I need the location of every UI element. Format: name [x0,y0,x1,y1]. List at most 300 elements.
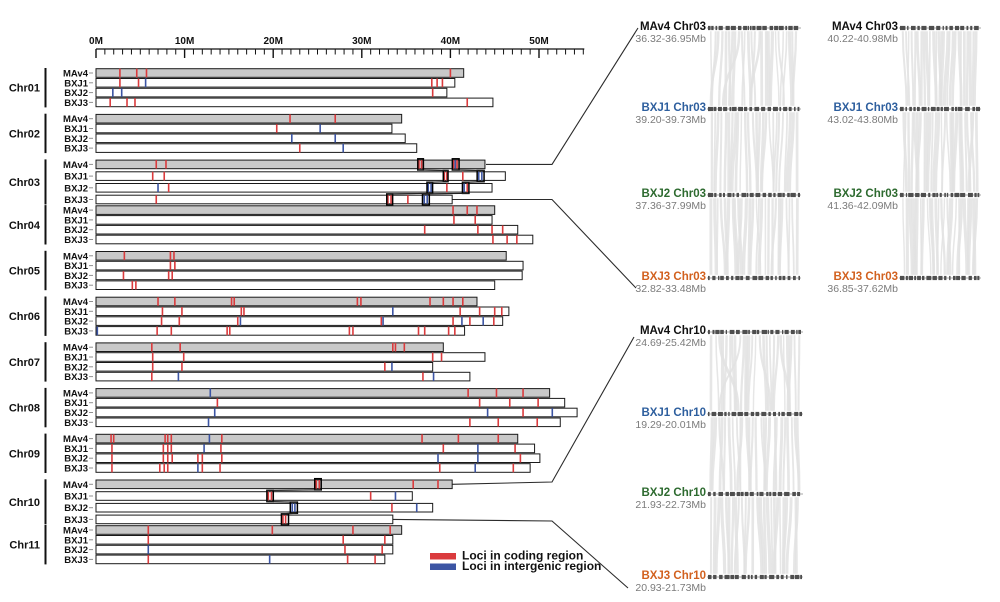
locus-coding [197,454,199,463]
locus-coding [424,327,426,336]
chromosome-bar [96,327,465,336]
gene-track-segment [976,107,980,111]
chr-label: Chr01 [8,82,40,95]
gene-track-segment [759,492,763,496]
synteny-ribbon [967,31,968,106]
genome-label: BXJ3 [64,554,88,566]
panel-row-name: BXJ3 Chr10 [641,570,706,582]
panel-row-range: 43.02-43.80Mb [827,114,898,126]
gene-track-segment [928,193,930,197]
locus-coding [183,353,185,362]
genome-label: BXJ3 [64,195,88,206]
chr-label: Chr07 [8,356,40,369]
locus-coding [171,444,173,453]
chromosome-bar [96,281,495,290]
panel-row-name: MAv4 Chr03 [831,21,898,33]
legend-swatch-intergenic [430,564,456,571]
locus-intergenic [291,134,293,143]
gene-track-segment [770,330,773,334]
gene-track-segment [782,330,783,334]
locus-coding [243,307,245,316]
locus-coding [522,408,524,417]
panel-row-range: 32.82-33.48Mb [635,283,706,295]
locus-coding [146,69,148,78]
genome-label: BXJ1 [64,352,88,364]
locus-coding [217,398,219,407]
gene-track-segment [712,412,717,416]
gene-track-segment [944,193,946,197]
locus-coding [477,225,479,234]
locus-coding [342,536,344,545]
gene-track-segment [757,26,762,30]
locus-intergenic [121,88,123,97]
legend-label: Loci in intergenic region [462,559,602,573]
gene-track-segment [745,492,749,496]
locus-coding [466,184,468,193]
locus-coding [163,454,165,463]
chain-line [289,513,298,514]
locus-coding [272,526,274,535]
locus-coding [170,252,172,261]
locus-intergenic [147,545,149,554]
ruler-label: 50M [529,36,549,47]
locus-coding [282,515,284,524]
locus-coding [119,79,121,88]
locus-coding [392,343,394,352]
gene-track-segment [909,107,912,111]
locus-intergenic [478,172,480,181]
locus-intergenic [437,454,439,463]
gene-track-segment [730,492,735,496]
locus-coding [452,206,454,215]
locus-coding [352,526,354,535]
gene-track-segment [768,330,769,334]
gene-track-segment [968,193,973,197]
locus-coding [432,353,434,362]
gene-track-segment [736,330,740,334]
genome-label: MAv4 [63,342,88,354]
locus-coding [418,327,420,336]
genome-label: BXJ1 [64,171,88,183]
gene-track-segment [742,575,746,579]
locus-coding [453,216,455,225]
locus-coding [289,114,291,123]
genome-label: BXJ1 [64,124,88,135]
locus-coding [155,160,157,169]
gene-track-segment [708,107,713,111]
locus-coding [161,317,163,326]
locus-intergenic [240,317,242,326]
chain-line [423,170,448,171]
chromosome-bar [96,545,393,554]
gene-track-segment [718,276,719,280]
gene-track-segment [917,107,920,111]
locus-intergenic [157,184,159,193]
gene-track-segment [748,26,750,30]
synteny-ribbon [780,497,781,574]
chromosome-bar [96,317,503,326]
locus-coding [390,195,392,204]
locus-coding [111,464,113,473]
gene-track-segment [773,412,776,416]
gene-track-segment [732,107,737,111]
locus-coding [443,297,445,306]
locus-intergenic [395,492,397,501]
gene-track-segment [929,26,934,30]
gene-track-segment [747,193,749,197]
gene-track-segment [970,26,972,30]
chromosome-bar [96,389,550,398]
genome-label: MAv4 [63,114,88,126]
gene-track-segment [766,276,770,280]
locus-coding [412,480,414,489]
genome-label: BXJ3 [64,97,88,109]
gene-track-segment [714,193,716,197]
chain-line [273,490,321,491]
panel-row-range: 41.36-42.09Mb [827,200,898,212]
locus-coding [163,172,165,181]
locus-coding [109,98,111,107]
synteny-ribbon [735,335,736,411]
gene-track-segment [730,330,735,334]
locus-coding [479,307,481,316]
locus-coding [441,353,443,362]
gene-track-segment [958,107,963,111]
gene-track-segment [737,193,740,197]
gene-track-segment [771,276,773,280]
genome-label: BXJ2 [64,362,88,374]
gene-track-segment [800,575,802,579]
gene-track-segment [972,107,975,111]
locus-coding [467,389,469,398]
gene-track-segment [775,276,777,280]
gene-track-segment [960,26,964,30]
gene-track-segment [906,193,907,197]
gene-track-segment [789,107,792,111]
chain-line [469,182,484,183]
gene-track-segment [911,26,916,30]
gene-track-segment [949,26,953,30]
locus-coding [113,434,115,443]
locus-coding [421,160,423,169]
synteny-ribbon [756,417,757,491]
locus-coding [516,235,518,244]
gene-track-segment [768,107,771,111]
gene-track-segment [776,575,779,579]
gene-track-segment [921,26,926,30]
gene-track-segment [719,26,723,30]
locus-intergenic [391,363,393,372]
gene-track-segment [781,575,784,579]
locus-coding [147,526,149,535]
locus-coding [151,343,153,352]
gene-track-segment [907,26,908,30]
gene-track-segment [941,107,943,111]
gene-track-segment [900,107,904,111]
gene-track-segment [900,193,904,197]
chr-group-chr01 [9,68,493,109]
genome-label: BXJ3 [64,143,88,155]
locus-intergenic [112,88,114,97]
locus-coding [446,184,448,193]
gene-track-segment [773,492,777,496]
locus-coding [237,317,239,326]
locus-coding [509,398,511,407]
locus-coding [462,172,464,181]
locus-intergenic [334,134,336,143]
gene-track-segment [951,193,954,197]
locus-coding [152,353,154,362]
gene-track-segment [955,26,959,30]
genome-label: BXJ3 [64,463,88,475]
gene-track-segment [784,492,789,496]
gene-track-segment [751,575,753,579]
genome-label: BXJ3 [64,514,88,526]
genome-label: BXJ2 [64,503,88,515]
locus-intergenic [178,372,180,381]
gene-track-segment [753,276,758,280]
gene-track-segment [712,276,715,280]
gene-track-segment [761,412,766,416]
locus-coding [442,79,444,88]
locus-coding [163,464,165,473]
genome-label: BXJ2 [64,270,88,282]
chromosome-bar [96,464,530,473]
locus-intergenic [197,464,199,473]
gene-track-segment [798,193,800,197]
locus-coding [135,281,137,290]
locus-coding [124,252,126,261]
chr-label: Chr11 [9,539,40,552]
genome-label: MAv4 [63,68,88,80]
gene-track-segment [922,276,924,280]
locus-coding [347,555,349,564]
locus-coding [421,434,423,443]
genome-label: BXJ1 [64,306,88,318]
gene-track-segment [779,276,782,280]
panel-row-range: 20.93-21.73Mb [635,582,706,594]
locus-intergenic [551,408,553,417]
locus-coding [315,480,317,489]
chromosome-bar [96,195,452,204]
genome-label: MAv4 [63,479,88,491]
gene-track-segment [788,276,791,280]
genome-label: BXJ2 [64,453,88,465]
gene-track-segment [792,492,796,496]
gene-track-segment [953,276,956,280]
gene-track-segment [906,276,908,280]
gene-track-segment [708,276,710,280]
ruler-label: 0M [89,36,103,47]
chromosome-bar [96,225,518,234]
synteny-ribbon [929,31,930,106]
gene-track-segment [754,107,759,111]
gene-track-segment [951,107,954,111]
gene-track-segment [769,492,771,496]
locus-coding [439,464,441,473]
locus-coding [370,492,372,501]
gene-track-segment [778,193,782,197]
locus-coding [202,464,204,473]
locus-coding [111,454,113,463]
locus-coding [167,454,169,463]
locus-intergenic [269,555,271,564]
gene-track-segment [738,26,741,30]
gene-track-segment [762,330,767,334]
chromosome-bar [96,418,560,427]
gene-track-segment [737,492,741,496]
locus-coding [422,372,424,381]
gene-track-segment [788,26,792,30]
chr-group-chr05 [9,251,523,292]
chromosome-bar [96,434,518,443]
locus-coding [462,297,464,306]
gene-track-segment [796,330,797,334]
locus-coding [494,307,496,316]
locus-coding [360,297,362,306]
locus-coding [167,464,169,473]
genome-label: MAv4 [63,297,88,308]
synteny-ribbon [717,198,718,275]
synteny-ribbon [789,198,790,275]
chr-label: Chr10 [8,496,40,509]
locus-coding [233,297,235,306]
locus-coding [221,434,223,443]
genome-label: BXJ3 [64,326,88,338]
chain-line [273,502,297,503]
locus-coding [479,398,481,407]
gene-track-segment [938,276,942,280]
gene-track-segment [783,276,786,280]
chromosome-bar [96,307,509,316]
locus-coding [497,434,499,443]
locus-coding [271,492,273,501]
gene-track-segment [798,330,801,334]
chromosome-bar [96,515,393,524]
gene-track-segment [708,412,710,416]
locus-intergenic [454,160,456,169]
locus-coding [452,317,454,326]
gene-track-segment [944,276,946,280]
genome-label: BXJ3 [64,235,88,246]
chromosome-bar [96,555,385,564]
panel-row-name: MAv4 Chr03 [639,21,706,33]
locus-coding [159,464,161,473]
locus-intergenic [477,444,479,453]
locus-coding [226,327,228,336]
gene-track-segment [735,276,739,280]
gene-track-segment [738,412,743,416]
locus-coding [162,307,164,316]
gene-track-segment [726,330,727,334]
locus-coding [424,225,426,234]
locus-coding [157,297,159,306]
gene-track-segment [949,276,950,280]
locus-coding [134,98,136,107]
locus-coding [391,503,393,512]
genome-label: MAv4 [63,525,88,537]
locus-coding [163,444,165,453]
locus-coding [318,480,320,489]
gene-track-segment [961,276,965,280]
gene-track-segment [795,575,800,579]
gene-track-segment [922,107,927,111]
synteny-ribbon [909,112,910,192]
genome-label: MAv4 [63,434,88,446]
gene-track-segment [718,107,722,111]
gene-track-segment [720,276,724,280]
chain-line [433,182,448,183]
locus-coding [374,555,376,564]
chromosome-bar [96,79,455,88]
locus-coding [492,235,494,244]
gene-track-segment [794,107,796,111]
gene-track-segment [940,193,942,197]
gene-track-segment [770,26,774,30]
gene-track-segment [965,107,970,111]
gene-track-segment [758,276,763,280]
locus-coding [497,418,499,427]
synteny-ribbon [715,198,717,275]
locus-coding [111,444,113,453]
gene-track-segment [713,492,716,496]
gene-track-segment [726,26,730,30]
genome-label: BXJ2 [64,88,88,100]
gene-track-segment [779,107,781,111]
genome-label: BXJ2 [64,316,88,328]
chr-group-chr02 [9,114,417,155]
chr-group-chr07 [9,342,485,383]
locus-coding [156,327,158,336]
gene-track-segment [798,276,800,280]
locus-coding [285,515,287,524]
locus-coding [513,464,515,473]
gene-track-segment [773,107,778,111]
locus-coding [152,172,154,181]
locus-intergenic [482,317,484,326]
locus-intergenic [209,389,211,398]
gene-track-segment [915,193,919,197]
chromosome-bar [96,98,493,107]
gene-track-segment [931,107,936,111]
synteny-ribbon [924,31,925,106]
locus-coding [168,271,170,280]
locus-coding [299,144,301,153]
panel-row-name: BXJ2 Chr03 [833,188,898,200]
gene-track-segment [748,330,750,334]
gene-track-segment [785,26,787,30]
locus-intergenic [430,184,432,193]
gene-track-segment [715,330,719,334]
synteny-ribbon [922,198,924,275]
gene-track-segment [769,575,774,579]
gene-track-segment [752,26,755,30]
gene-track-segment [713,575,716,579]
gene-track-segment [731,26,736,30]
gene-track-segment [913,107,915,111]
locus-coding [437,480,439,489]
chr-label: Chr03 [8,176,40,189]
gene-track-segment [756,412,760,416]
locus-coding [173,252,175,261]
chromosome-bar [96,408,577,417]
chromosome-bar [96,297,477,306]
gene-track-segment [926,276,931,280]
gene-track-segment [781,412,784,416]
locus-coding [514,444,516,453]
locus-coding [476,206,478,215]
locus-coding [179,343,181,352]
